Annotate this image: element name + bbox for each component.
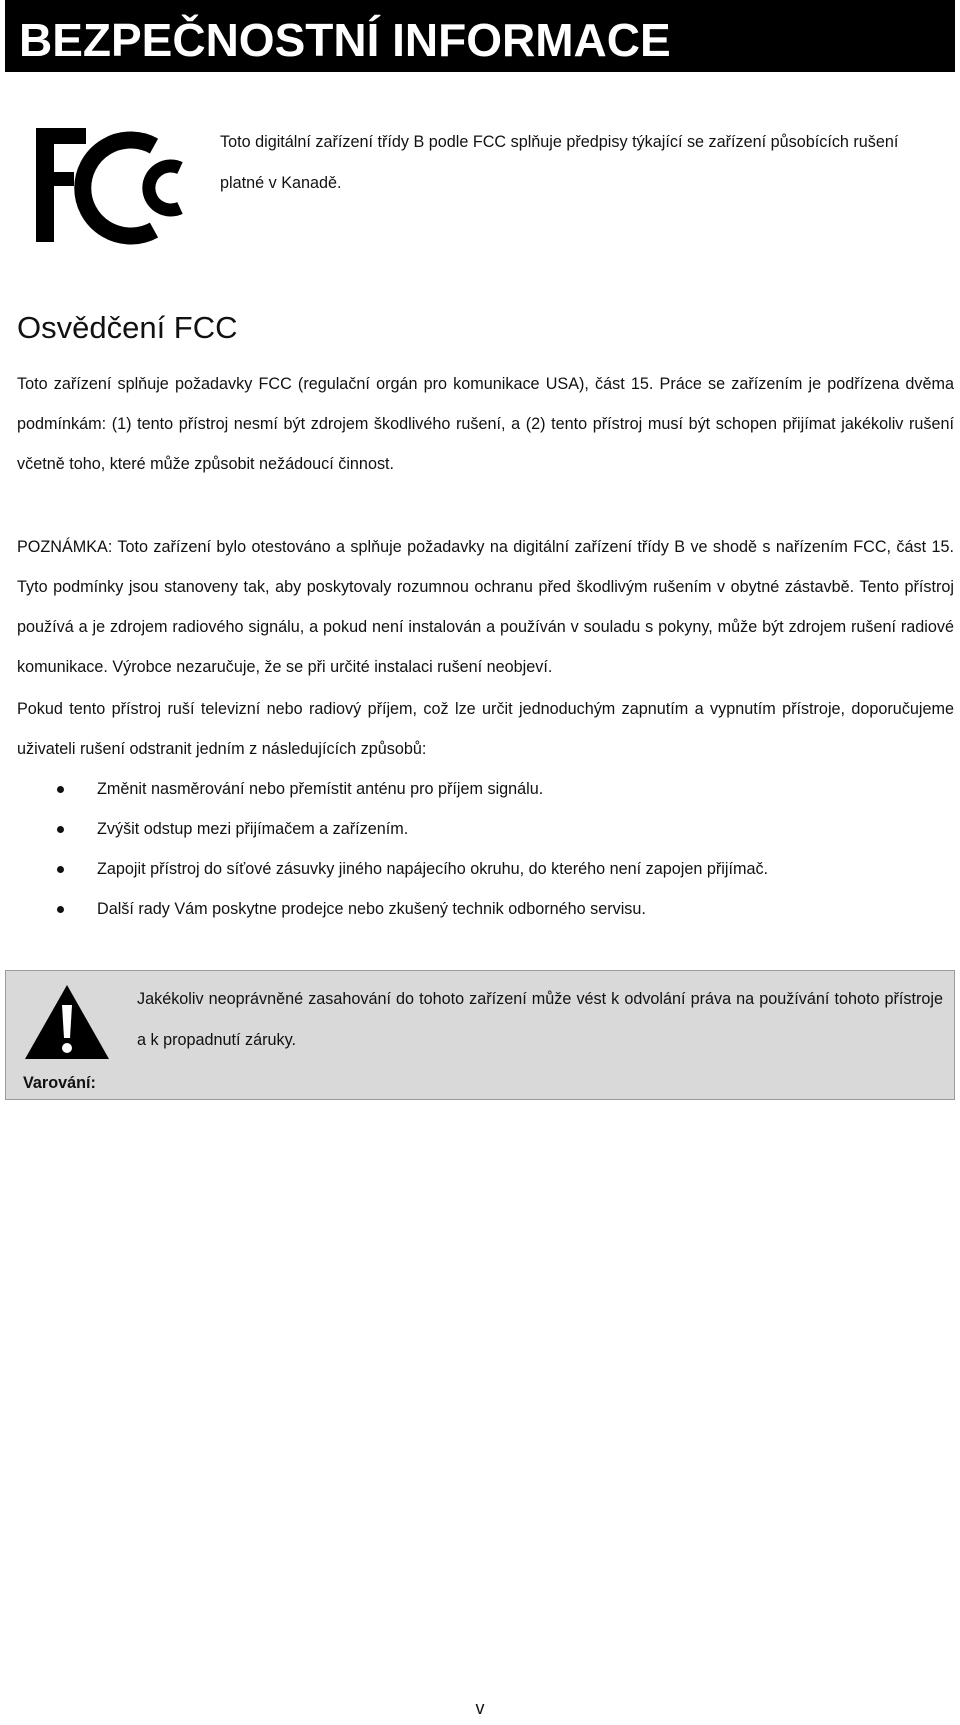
warning-triangle-icon	[23, 983, 111, 1061]
bullet-icon	[57, 786, 64, 793]
list-item	[17, 809, 954, 849]
fcc-notice-text: Toto digitální zařízení třídy B podle FCC splňuje předpisy týkající se zařízení působících rušení platné v Kanadě.	[220, 133, 899, 192]
bullet-icon	[57, 826, 64, 833]
fcc-logo-icon	[36, 128, 198, 254]
paragraph-1: Toto zařízení splňuje požadavky FCC (regulační orgán pro komunikace USA), část 15. Práce se zařízením je podřízena dvěma podmínkám: (1) tento přístroj nesmí být zdrojem škodlivého rušení, a (2) tento přístroj musí být schopen přijímat jakékoliv rušení včetně toho, které může způsobit nežádoucí činnost.	[17, 375, 954, 473]
list-item-text: Další rady Vám poskytne prodejce nebo zkušený technik odborného servisu.	[97, 900, 646, 918]
list-item	[17, 889, 954, 929]
section-heading: Osvědčení FCC	[17, 310, 238, 345]
list-item	[17, 849, 954, 889]
paragraph-3: Pokud tento přístroj ruší televizní nebo radiový příjem, což lze určit jednoduchým zapnutím a vypnutím přístroje, doporučujeme uživateli rušení odstranit jedním z následujících způsobů:	[17, 700, 954, 758]
warning-label: Varování:	[23, 1074, 96, 1092]
bullet-icon	[57, 866, 64, 873]
list-item-text: Změnit nasměrování nebo přemístit anténu pro příjem signálu.	[97, 780, 544, 798]
page-title: BEZPEČNOSTNÍ INFORMACE	[19, 14, 671, 66]
warning-text: Jakékoliv neoprávněné zasahování do tohoto zařízení může vést k odvolání práva na používání tohoto přístroje a k propadnutí záruky.	[137, 990, 943, 1049]
paragraph-2: POZNÁMKA: Toto zařízení bylo otestováno a splňuje požadavky na digitální zařízení třídy B ve shodě s nařízením FCC, část 15. Tyto podmínky jsou stanoveny tak, aby poskytovaly rozumnou ochranu před škodlivým rušením v obytné zástavbě. Tento přístroj používá a je zdrojem radiového signálu, a pokud není instalován a používán v souladu s pokyny, může být zdrojem rušení radiové komunikace. Výrobce nezaručuje, že se při určité instalaci rušení neobjeví.	[17, 538, 954, 676]
list-item-text: Zvýšit odstup mezi přijímačem a zařízením.	[97, 820, 409, 838]
fcc-logo	[36, 128, 198, 254]
page-header	[5, 0, 955, 72]
list-item-text: Zapojit přístroj do síťové zásuvky jiného napájecího okruhu, do kterého není zapojen přijímač.	[97, 860, 769, 878]
bullet-icon	[57, 906, 64, 913]
warning-box	[5, 970, 955, 1100]
list-item	[17, 769, 954, 809]
bullet-list	[17, 769, 954, 929]
page-number: v	[475, 1698, 485, 1718]
